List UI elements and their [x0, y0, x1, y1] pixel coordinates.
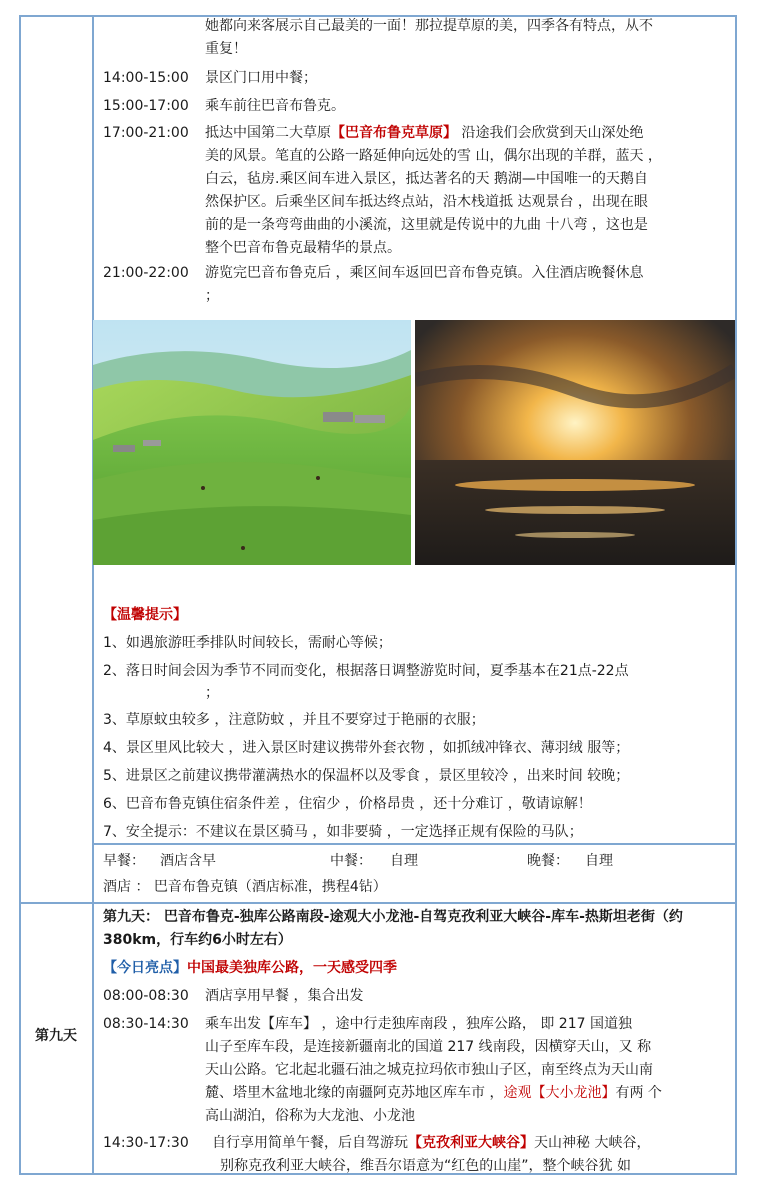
dinner-label: 晚餐： [527, 853, 569, 869]
tip-item: 6、巴音布鲁克镇住宿条件差 ，住宿少 ，价格昂贵 ，还十分难订 ，敬请谅解！ [103, 796, 592, 812]
intro-text: 重复！ [205, 41, 247, 57]
schedule-time: 14:00-15:00 [103, 70, 189, 86]
tip-item: 5、进景区之前建议携带灌满热水的保温杯以及零食 ，景区里较冷 ，出来时间 较晚； [103, 768, 630, 784]
tip-item: ； [205, 685, 219, 701]
schedule-text [212, 1132, 650, 1155]
lunch-value: 自理 [390, 853, 418, 869]
day-divider [19, 902, 737, 904]
day-label: 第九天 [35, 1028, 77, 1044]
place-highlight: 【巴音布鲁克草原】 [331, 125, 457, 141]
schedule-text-part: 麓、塔里木盆地北缘的南疆阿克苏地区库车市 ， [205, 1085, 504, 1101]
schedule-time: 08:30-14:30 [103, 1016, 189, 1032]
schedule-text: 游览完巴音布鲁克后 ，乘区间车返回巴音布鲁克镇。入住酒店晚餐休息 [205, 265, 644, 281]
tip-item: 3、草原蚊虫较多 ，注意防蚊 ，并且不要穿过于艳丽的衣服； [103, 712, 485, 728]
schedule-time: 14:30-17:30 [103, 1135, 189, 1151]
day-title: 第九天： 巴音布鲁克-独库公路南段-途观大小龙池-自驾克孜利亚大峡谷-库车-热斯坦老街（约 [103, 909, 683, 925]
tip-item: 7、安全提示：不建议在景区骑马 ，如非要骑 ，一定选择正规有保险的马队； [103, 824, 583, 840]
breakfast-value: 酒店含早 [160, 853, 216, 869]
schedule-text-cont: 前的是一条弯弯曲曲的小溪流，这里就是传说中的九曲 十八弯 ，这也是 [205, 217, 648, 233]
highlight-text: 中国最美独库公路，一天感受四季 [187, 960, 397, 976]
column-divider [92, 15, 94, 1175]
schedule-text-part: 抵达中国第二大草原 [205, 125, 331, 141]
schedule-text-cont: 美的风景。笔直的公路一路延伸向远处的雪 山，偶尔出现的羊群，蓝天 ， [205, 148, 662, 164]
schedule-time: 15:00-17:00 [103, 98, 189, 114]
schedule-text-cont: ； [205, 288, 219, 304]
schedule-text-cont: 白云，毡房.乘区间车进入景区，抵达著名的天 鹅湖—中国唯一的天鹅自 [205, 171, 648, 187]
schedule-text-cont: 天山公路。它北起北疆石油之城克拉玛依市独山子区，南至终点为天山南 [205, 1062, 653, 1078]
schedule-text-cont [205, 1082, 662, 1105]
lunch-label: 中餐： [330, 853, 372, 869]
schedule-time: 21:00-22:00 [103, 265, 189, 281]
schedule-text-cont: 高山湖泊，俗称为大龙池、小龙池 [205, 1108, 415, 1124]
schedule-text [205, 122, 643, 145]
tip-item: 2、落日时间会因为季节不同而变化，根据落日调整游览时间，夏季基本在21点-22点 [103, 663, 629, 679]
schedule-text-part: 自行享用简单午餐，后自驾游玩 [212, 1135, 408, 1151]
schedule-text-part: 有两 个 [615, 1085, 662, 1101]
tips-title: 【温馨提示】 [103, 607, 187, 623]
today-highlight [103, 957, 397, 980]
green-grassland-photo [93, 320, 411, 565]
intro-text: 她都向来客展示自己最美的一面！那拉提草原的美，四季各有特点，从不 [205, 18, 653, 34]
tip-item: 1、如遇旅游旺季排队时间较长，需耐心等候； [103, 635, 392, 651]
schedule-time: 17:00-21:00 [103, 125, 189, 141]
tip-item: 4、景区里风比较大 ，进入景区时建议携带外套衣物 ，如抓绒冲锋衣、薄羽绒 服等； [103, 740, 630, 756]
place-highlight: 途观【大小龙池】 [503, 1085, 616, 1101]
breakfast-label: 早餐： [103, 853, 145, 869]
schedule-text-part: 沿途我们会欣赏到天山深处绝 [457, 125, 644, 141]
sunset-over-river-photo [415, 320, 735, 565]
schedule-time: 08:00-08:30 [103, 988, 189, 1004]
schedule-text: 酒店享用早餐 ，集合出发 [205, 988, 364, 1004]
schedule-text-cont: 别称克孜利亚大峡谷，维吾尔语意为“红色的山崖”，整个峡谷犹 如 [220, 1158, 631, 1174]
schedule-text-cont: 山子至库车段，是连接新疆南北的国道 217 线南段，因横穿天山，又 称 [205, 1039, 652, 1055]
schedule-text-part: 天山神秘 大峡谷， [534, 1135, 651, 1151]
dinner-value: 自理 [585, 853, 613, 869]
hotel-info: 酒店 ： 巴音布鲁克镇（酒店标准，携程4钻） [103, 879, 387, 895]
highlight-label: 【今日亮点】 [103, 960, 187, 976]
place-highlight: 【克孜利亚大峡谷】 [408, 1135, 534, 1151]
schedule-text: 乘车出发【库车】 ，途中行走独库南段 ，独库公路， 即 217 国道独 [205, 1016, 632, 1032]
schedule-text-cont: 整个巴音布鲁克最精华的景点。 [205, 240, 401, 256]
schedule-text: 景区门口用中餐； [205, 70, 317, 86]
schedule-text: 乘车前往巴音布鲁克。 [205, 98, 345, 114]
schedule-text-cont: 然保护区。后乘坐区间车抵达终点站，沿木栈道抵 达观景台 ，出现在眼 [205, 194, 648, 210]
day-title: 380km，行车约6小时左右） [103, 932, 292, 948]
